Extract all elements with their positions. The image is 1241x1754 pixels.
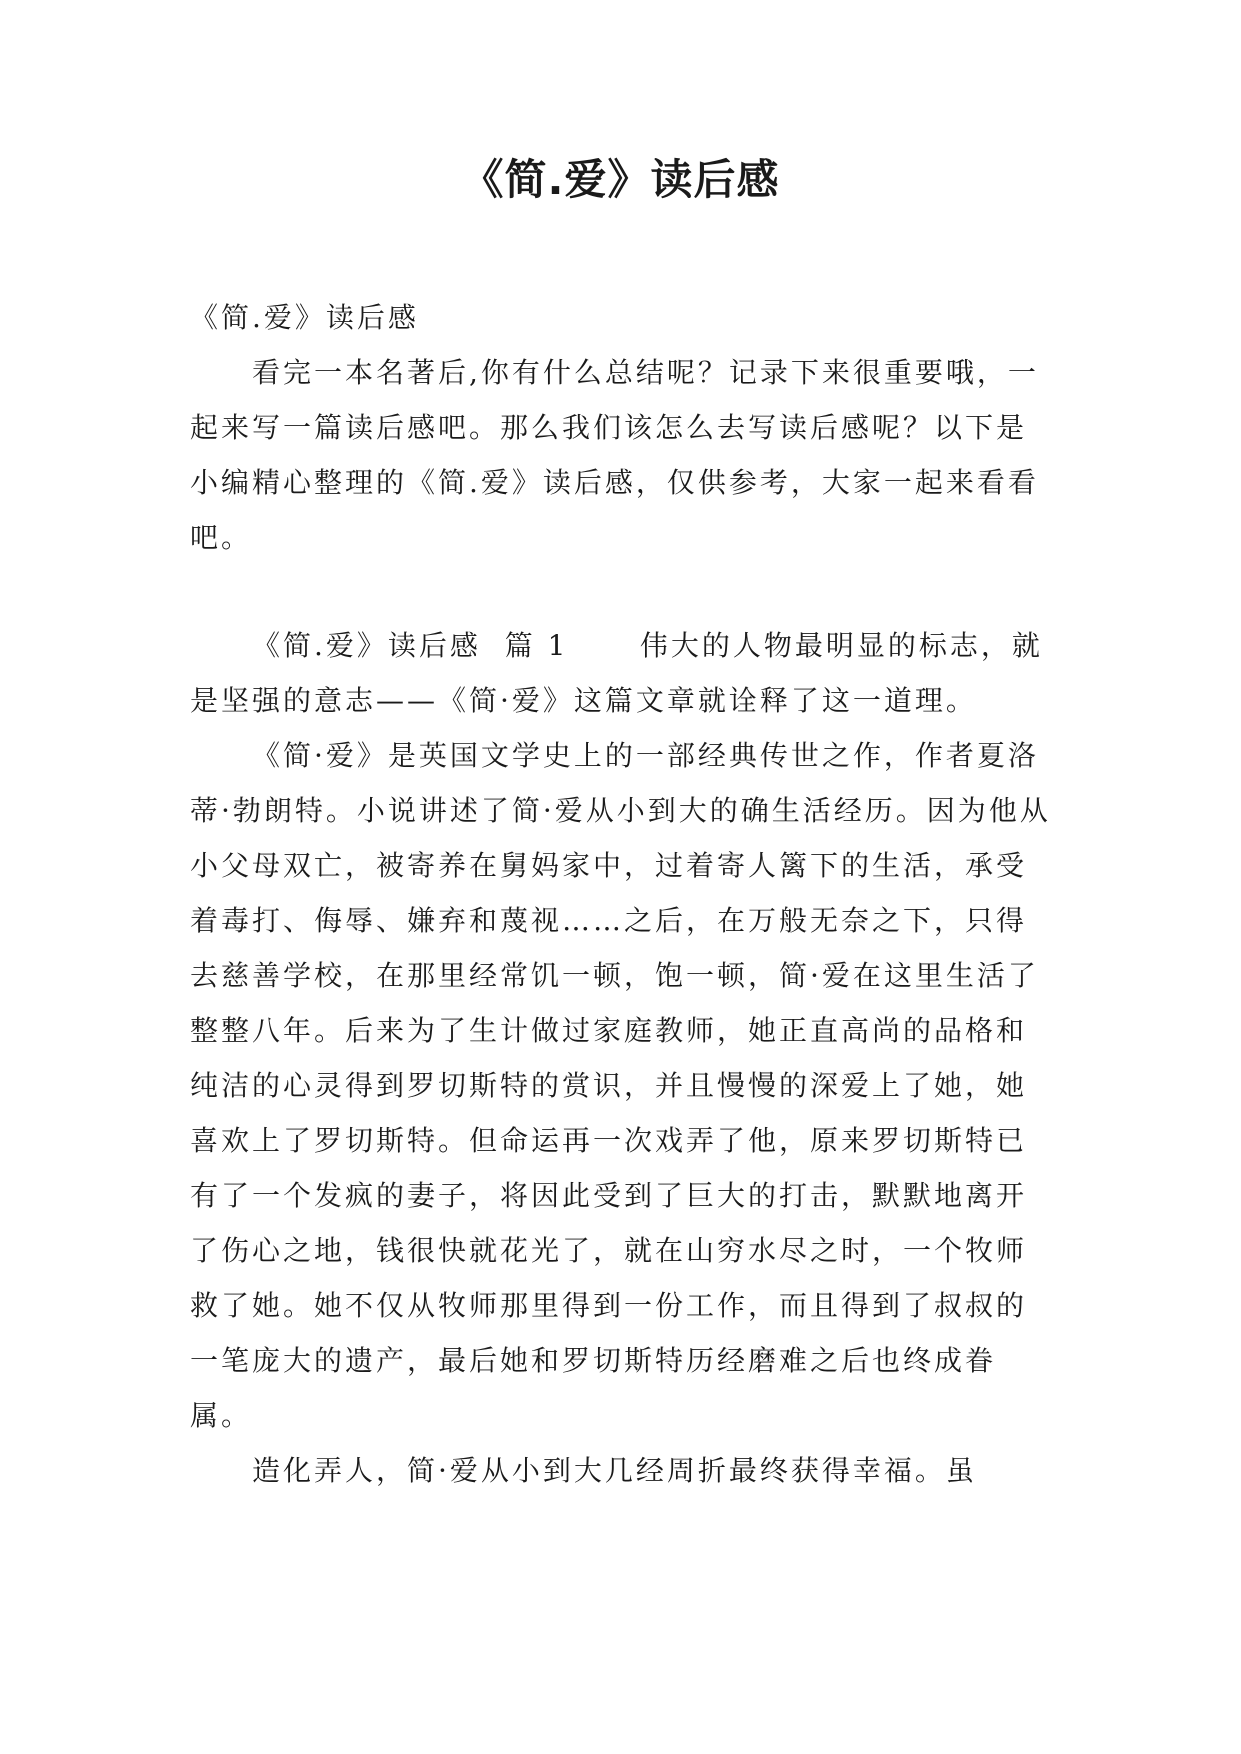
document-body (190, 290, 1056, 1498)
section-heading-paragraph: 《简.爱》读后感 篇 1 伟大的人物最明显的标志，就是坚强的意志——《简·爱》这篇文章就诠释了这一道理。 (190, 629, 1043, 717)
document-subtitle: 《简.爱》读后感 (190, 301, 419, 334)
intro-paragraph: 看完一本名著后,你有什么总结呢？记录下来很重要哦，一起来写一篇读后感吧。那么我们该怎么去写读后感呢？以下是小编精心整理的《简.爱》读后感，仅供参考，大家一起来看看吧。 (190, 356, 1039, 554)
summary-paragraph: 《简·爱》是英国文学史上的一部经典传世之作，作者夏洛蒂·勃朗特。小说讲述了简·爱从小到大的确生活经历。因为他从小父母双亡，被寄养在舅妈家中，过着寄人篱下的生活，承受着毒打、侮辱、嫌弃和蔑视……之后，在万般无奈之下，只得去慈善学校，在那里经常饥一顿，饱一顿，简·爱在这里生活了整整八年。后来为了生计做过家庭教师，她正直高尚的品格和纯洁的心灵得到罗切斯特的赏识，并且慢慢的深爱上了她，她喜欢上了罗切斯特。但命运再一次戏弄了他，原来罗切斯特已有了一个发疯的妻子，将因此受到了巨大的打击，默默地离开了伤心之地，钱很快就花光了，就在山穷水尽之时，一个牧师救了她。她不仅从牧师那里得到一份工作，而且得到了叔叔的一笔庞大的遗产，最后她和罗切斯特历经磨难之后也终成眷属。 (190, 739, 1051, 1432)
paragraph-gap (190, 565, 1056, 618)
document-title: 《简.爱》读后感 (461, 155, 780, 204)
closing-paragraph: 造化弄人，简·爱从小到大几经周折最终获得幸福。虽 (252, 1454, 977, 1487)
